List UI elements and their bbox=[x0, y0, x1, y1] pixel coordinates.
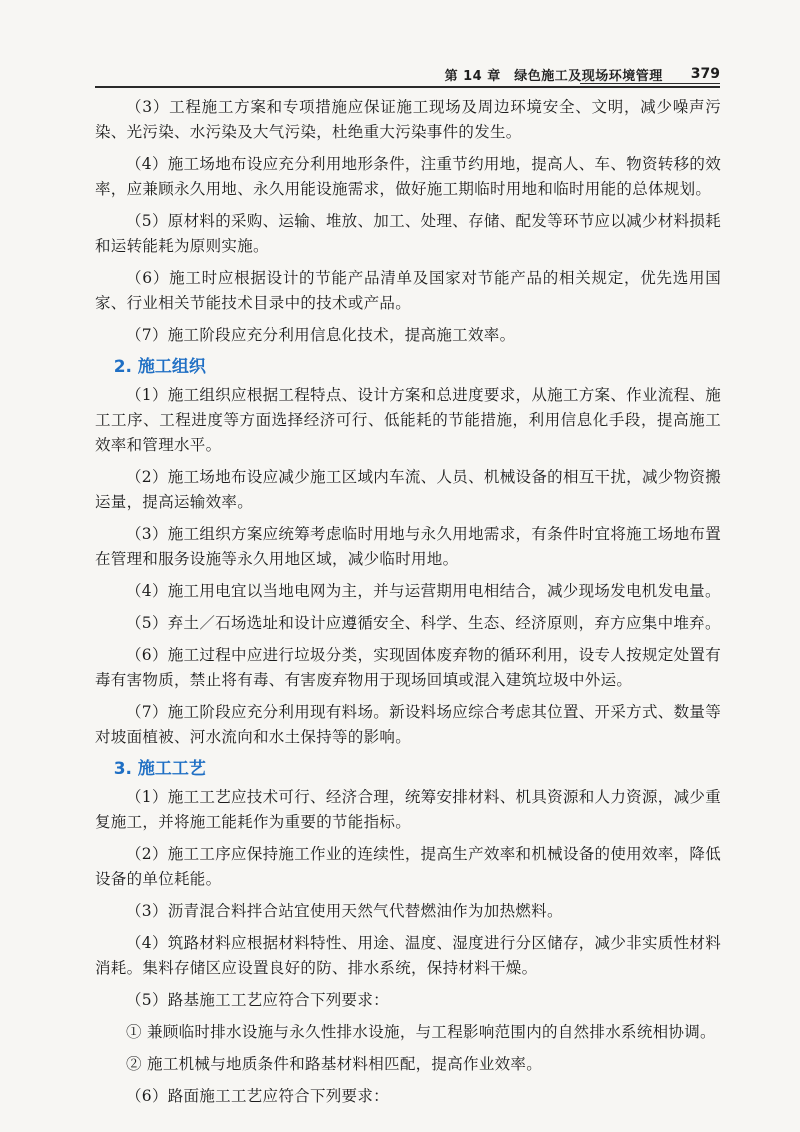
paragraph: （5）路基施工工艺应符合下列要求： bbox=[126, 991, 389, 1009]
paragraph: （7）施工阶段应充分利用现有料场。新设料场应综合考虑其位置、开采方式、数量等对坡面植被、河水流向和水土保持等的影响。 bbox=[95, 703, 721, 746]
paragraph: （4）施工用电宜以当地电网为主，并与运营期用电相结合，减少现场发电机发电量。 bbox=[126, 582, 721, 600]
paragraph: （6）施工过程中应进行垃圾分类，实现固体废弃物的循环利用，设专人按规定处置有毒有害物质，禁止将有毒、有害废弃物用于现场回填或混入建筑垃圾中外运。 bbox=[95, 646, 721, 689]
paragraph: （6）施工时应根据设计的节能产品清单及国家对节能产品的相关规定，优先选用国家、行业相关节能技术目录中的技术或产品。 bbox=[95, 269, 721, 312]
section-heading-construction-organization: 2. 施工组织 bbox=[113, 357, 206, 377]
paragraph: （6）路面施工工艺应符合下列要求： bbox=[126, 1087, 389, 1105]
paragraph: （2）施工场地布设应减少施工区域内车流、人员、机械设备的相互干扰，减少物资搬运量，提高运输效率。 bbox=[95, 468, 721, 511]
paragraph: （4）筑路材料应根据材料特性、用途、温度、湿度进行分区储存，减少非实质性材料消耗。集料存储区应设置良好的防、排水系统，保持材料干燥。 bbox=[95, 934, 721, 977]
paragraph: （3）施工组织方案应统筹考虑临时用地与永久用地需求，有条件时宜将施工场地布置在管理和服务设施等永久用地区域，减少临时用地。 bbox=[95, 525, 721, 568]
header-rule bbox=[95, 86, 720, 88]
paragraph: （5）原材料的采购、运输、堆放、加工、处理、存储、配发等环节应以减少材料损耗和运转能耗为原则实施。 bbox=[95, 212, 721, 255]
paragraph: （4）施工场地布设应充分利用地形条件，注重节约用地，提高人、车、物资转移的效率，应兼顾永久用地、永久用能设施需求，做好施工期临时用地和临时用能的总体规划。 bbox=[95, 155, 721, 198]
paragraph: （1）施工工艺应技术可行、经济合理，统筹安排材料、机具资源和人力资源，减少重复施工，并将施工能耗作为重要的节能指标。 bbox=[95, 788, 721, 831]
chapter-title: 第 14 章 绿色施工及现场环境管理 bbox=[444, 68, 663, 84]
paragraph: ② 施工机械与地质条件和路基材料相匹配，提高作业效率。 bbox=[126, 1055, 543, 1073]
paragraph: （3）工程施工方案和专项措施应保证施工现场及周边环境安全、文明，减少噪声污染、光污染、水污染及大气污染，杜绝重大污染事件的发生。 bbox=[95, 98, 721, 141]
paragraph: （2）施工工序应保持施工作业的连续性，提高生产效率和机械设备的使用效率，降低设备的单位耗能。 bbox=[95, 845, 721, 888]
section-heading-construction-process: 3. 施工工艺 bbox=[113, 759, 206, 779]
paragraph: （5）弃土／石场选址和设计应遵循安全、科学、生态、经济原则，弃方应集中堆弃。 bbox=[126, 614, 721, 632]
paragraph: （3）沥青混合料拌合站宜使用天然气代替燃油作为加热燃料。 bbox=[126, 902, 563, 920]
paragraph: ① 兼顾临时排水设施与永久性排水设施，与工程影响范围内的自然排水系统相协调。 bbox=[126, 1023, 716, 1041]
paragraph: （7）施工阶段应充分利用信息化技术，提高施工效率。 bbox=[126, 326, 516, 344]
page-body bbox=[95, 95, 721, 1116]
paragraph: （1）施工组织应根据工程特点、设计方案和总进度要求，从施工方案、作业流程、施工工序、工程进度等方面选择经济可行、低能耗的节能措施，利用信息化手段，提高施工效率和管理水平。 bbox=[95, 386, 721, 454]
page-number: 379 bbox=[690, 66, 720, 82]
header-rule-thin bbox=[580, 83, 720, 84]
